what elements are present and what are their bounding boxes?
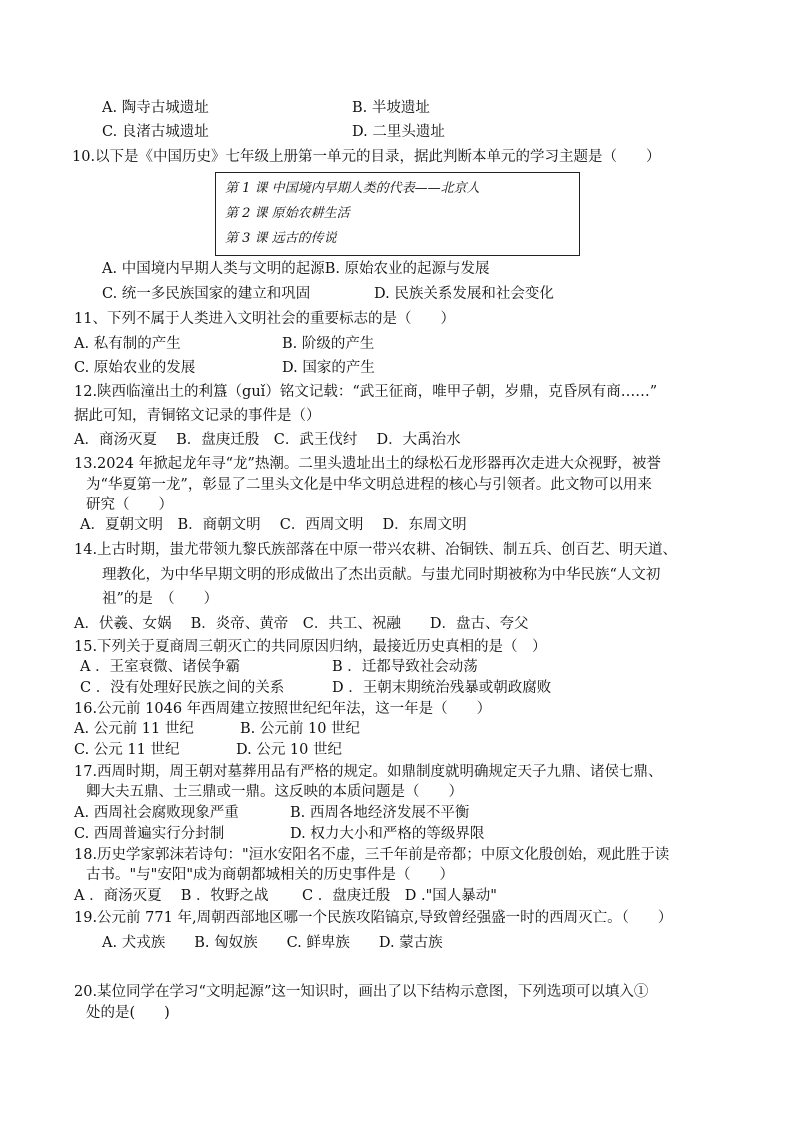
q9-option-a: A. 陶寺古城遗址 <box>102 100 209 116</box>
q16-option-d: D. 公元 10 世纪 <box>236 742 342 758</box>
q16-option-c: C. 公元 11 世纪 <box>74 742 180 758</box>
q9-option-b: B. 半坡遗址 <box>352 100 430 116</box>
q13-stem-line-2: 为“华夏第一龙”，彰显了二里头文化是中华文明总进程的核心与引领者。此文物可以用来 <box>86 477 652 493</box>
q16-option-a: A. 公元前 11 世纪 <box>74 721 194 737</box>
q14-stem-line-3: 祖”的是 （ ） <box>102 591 219 607</box>
q17-option-b: B. 西周各地经济发展不平衡 <box>290 805 470 821</box>
q11-option-d: D. 国家的产生 <box>282 360 375 376</box>
q15-option-c: C ．没有处理好民族之间的关系 <box>80 680 285 696</box>
q18-stem-line-1: 18.历史学家郭沫若诗句："洹水安阳名不虚，三千年前是帝都；中原文化殷创始，观此胜于读 <box>74 847 670 863</box>
q15-option-d: D ．王朝末期统治残暴或朝政腐败 <box>332 680 552 696</box>
q17-stem-line-2: 卿大夫五鼎、士三鼎或一鼎。这反映的本质问题是（ ） <box>86 784 463 800</box>
q9-option-d: D. 二里头遗址 <box>352 124 445 140</box>
q19-options: A. 犬戎族 B. 匈奴族 C. 鲜卑族 D. 蒙古族 <box>102 935 443 951</box>
q11-option-a: A. 私有制的产生 <box>74 336 181 352</box>
q10-option-c: C. 统一多民族国家的建立和巩固 <box>102 286 311 302</box>
q15-stem: 15.下列关于夏商周三朝灭亡的共同原因归纳，最接近历史真相的是（ ） <box>74 639 547 655</box>
q11-option-c: C. 原始农业的发展 <box>74 360 196 376</box>
q16-stem: 16.公元前 1046 年西周建立按照世纪纪年法，这一年是（ ） <box>74 701 492 717</box>
q10-stem: 10.以下是《中国历史》七年级上册第一单元的目录，据此判断本单元的学习主题是（ ） <box>72 149 661 165</box>
q15-option-b: B ．迁都导致社会动荡 <box>332 659 478 675</box>
q14-stem-line-1: 14.上古时期，蚩尤带领九黎氏族部落在中原一带兴农耕、冶铜铁、制五兵、创百艺、明天道、 <box>74 542 678 558</box>
q12-options: A．商汤灭夏 B．盘庚迁殷 C．武王伐纣 D．大禹治水 <box>74 432 461 448</box>
q17-option-d: D. 权力大小和严格的等级界限 <box>290 826 485 842</box>
q12-stem-line-1: 12.陕西临潼出土的利簋（guǐ）铭文记载：“武王征商，唯甲子朝，岁鼎，克昏夙有商……” <box>74 384 658 400</box>
q11-stem: 11、下列不属于人类进入文明社会的重要标志的是（ ） <box>74 311 455 327</box>
q17-option-c: C. 西周普遍实行分封制 <box>74 826 225 842</box>
q19-stem: 19.公元前 771 年,周朝西部地区哪一个民族攻陷镐京,导致曾经强盛一时的西周灭亡。（ ） <box>74 910 673 926</box>
q18-stem-line-2: 古书。"与"安阳"成为商朝都城相关的历史事件是（ ） <box>86 867 455 883</box>
q15-option-a: A ．王室衰微、诸侯争霸 <box>80 659 241 675</box>
q17-option-a: A. 西周社会腐败现象严重 <box>74 805 239 821</box>
q18-options: A ．商汤灭夏 B ．牧野之战 C ．盘庚迁殷 D ."国人暴动" <box>74 888 497 904</box>
q13-options: A．夏朝文明 B．商朝文明 C．西周文明 D．东周文明 <box>80 517 467 533</box>
q20-stem-line-1: 20.某位同学在学习“文明起源”这一知识时，画出了以下结构示意图，下列选项可以填入① <box>74 984 649 1000</box>
q10-option-ab: A. 中国境内早期人类与文明的起源B. 原始农业的起源与发展 <box>102 261 490 277</box>
q13-stem-line-3: 研究（ ） <box>86 497 173 513</box>
q10-table-of-contents <box>215 172 580 256</box>
toc-lesson-1: 第 1 课 中国境内早期人类的代表——北京人 <box>225 181 480 196</box>
q11-option-b: B. 阶级的产生 <box>282 336 375 352</box>
toc-lesson-2: 第 2 课 原始农耕生活 <box>225 206 350 221</box>
q9-option-c: C. 良渚古城遗址 <box>102 124 209 140</box>
q12-stem-line-2: 据此可知，青铜铭文记录的事件是（） <box>74 408 321 424</box>
q13-stem-line-1: 13.2024 年掀起龙年寻“龙”热潮。二里头遗址出土的绿松石龙形器再次走进大众视野，被誉 <box>74 456 661 472</box>
toc-lesson-3: 第 3 课 远古的传说 <box>225 231 337 246</box>
q17-stem-line-1: 17.西周时期，周王朝对墓葬用品有严格的规定。如鼎制度就明确规定天子九鼎、诸侯七鼎、 <box>74 764 663 780</box>
q14-stem-line-2: 理教化，为中华早期文明的形成做出了杰出贡献。与蚩尤同时期被称为中华民族“人文初 <box>102 567 661 583</box>
q10-option-d: D. 民族关系发展和社会变化 <box>374 286 554 302</box>
q14-options: A．伏羲、女娲 B．炎帝、黄帝 C．共工、祝融 D．盘古、夸父 <box>74 616 529 632</box>
q16-option-b: B. 公元前 10 世纪 <box>240 721 361 737</box>
q20-stem-line-2: 处的是( ) <box>86 1005 170 1021</box>
